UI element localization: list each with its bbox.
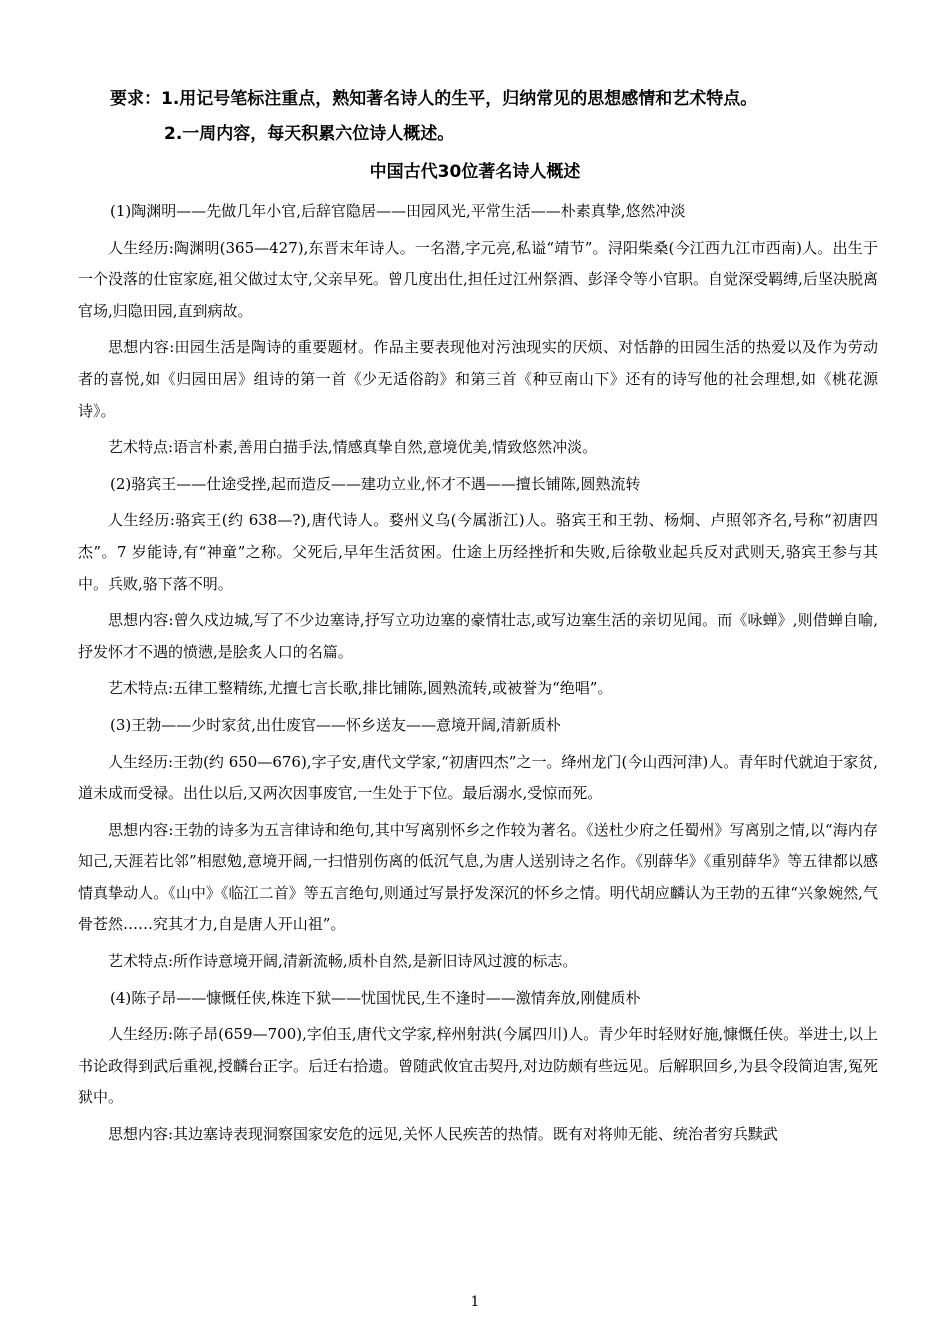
poet-life: 人生经历:陶渊明(365—427),东晋末年诗人。一名潜,字元亮,私谥“靖节”。浔阳柴桑(今江西九江市西南)人。出生于一个没落的仕宦家庭,祖父做过太守,父亲早死。曾几度出仕,担任过江州祭酒、彭泽令等小官职。自觉深受羁缚,后坚决脱离官场,归隐田园,直到病故。 (78, 238, 878, 320)
poet-heading: (4)陈子昂——慷慨任侠,株连下狱——忧国忧民,生不逢时——激情奔放,刚健质朴 (110, 988, 641, 1007)
poet-art: 艺术特点:语言朴素,善用白描手法,情感真挚自然,意境优美,情致悠然冲淡。 (108, 438, 598, 457)
page-number: 1 (470, 1294, 480, 1310)
poet-art: 艺术特点:所作诗意境开阔,清新流畅,质朴自然,是新旧诗风过渡的标志。 (108, 952, 578, 971)
poet-heading: (3)王勃——少时家贫,出仕废官——怀乡送友——意境开阔,清新质朴 (110, 715, 561, 734)
poet-life: 人生经历:王勃(约 650—676),字子安,唐代文学家,“初唐四杰”之一。绛州龙门(今山西河津)人。青年时代就迫于家贫,道未成而受禄。出仕以后,又两次因事废官,一生处于下位。最后溺水,受惊而死。 (78, 752, 878, 803)
requirement-line-2: 2.一周内容，每天积累六位诗人概述。 (164, 124, 455, 144)
poet-life: 人生经历:陈子昂(659—700),字伯玉,唐代文学家,梓州射洪(今属四川)人。青少年时轻财好施,慷慨任侠。举进士,以上书论政得到武后重视,授麟台正字。后迁右拾遗。曾随武攸宜击契丹,对边防颇有些远见。后解职回乡,为县令段简迫害,冤死狱中。 (78, 1025, 878, 1107)
document-body (78, 196, 878, 1156)
poet-thought: 思想内容:曾久戍边城,写了不少边塞诗,抒写立功边塞的豪情壮志,或写边塞生活的亲切见闻。而《咏蝉》,则借蝉自喻,抒发怀才不遇的愤懑,是脍炙人口的名篇。 (78, 611, 878, 661)
poet-heading: (2)骆宾王——仕途受挫,起而造反——建功立业,怀才不遇——擅长铺陈,圆熟流转 (110, 474, 641, 493)
poet-heading: (1)陶渊明——先做几年小官,后辞官隐居——田园风光,平常生活——朴素真挚,悠然冲淡 (110, 202, 686, 220)
document-title: 中国古代30位著名诗人概述 (369, 162, 581, 182)
requirement-line-1: 要求：1.用记号笔标注重点，熟知著名诗人的生平，归纳常见的思想感情和艺术特点。 (110, 89, 758, 109)
poet-thought: 思想内容:其边塞诗表现洞察国家安危的远见,关怀人民疾苦的热情。既有对将帅无能、统治者穷兵黩武 (108, 1125, 778, 1144)
poet-art: 艺术特点:五律工整精练,尤擅七言长歌,排比铺陈,圆熟流转,或被誉为“绝唱”。 (108, 679, 613, 698)
poet-thought: 思想内容:田园生活是陶诗的重要题材。作品主要表现他对污浊现实的厌烦、对恬静的田园生活的热爱以及作为劳动者的喜悦,如《归园田居》组诗的第一首《少无适俗韵》和第三首《种豆南山下》还有的诗写他的社会理想,如《桃花源诗》。 (78, 338, 878, 420)
poet-thought: 思想内容:王勃的诗多为五言律诗和绝句,其中写离别怀乡之作较为著名。《送杜少府之任蜀州》写离别之情,以“海内存知己,天涯若比邻”相慰勉,意境开阔,一扫惜别伤离的低沉气息,为唐人送别诗之名作。《别薛华》《重别薛华》等五律都以感情真挚动人。《山中》《临江二首》等五言绝句,则通过写景抒发深沉的怀乡之情。明代胡应麟认为王勃的五律“兴象婉然,气骨苍然……究其才力,自是唐人开山祖”。 (78, 820, 878, 934)
poet-life: 人生经历:骆宾王(约 638—?),唐代诗人。婺州义乌(今属浙江)人。骆宾王和王勃、杨炯、卢照邻齐名,号称“初唐四杰”。7 岁能诗,有“神童”之称。父死后,早年生活贫困。仕途上历经挫折和失败,后徐敬业起兵反对武则天,骆宾王参与其中。兵败,骆下落不明。 (78, 511, 878, 593)
